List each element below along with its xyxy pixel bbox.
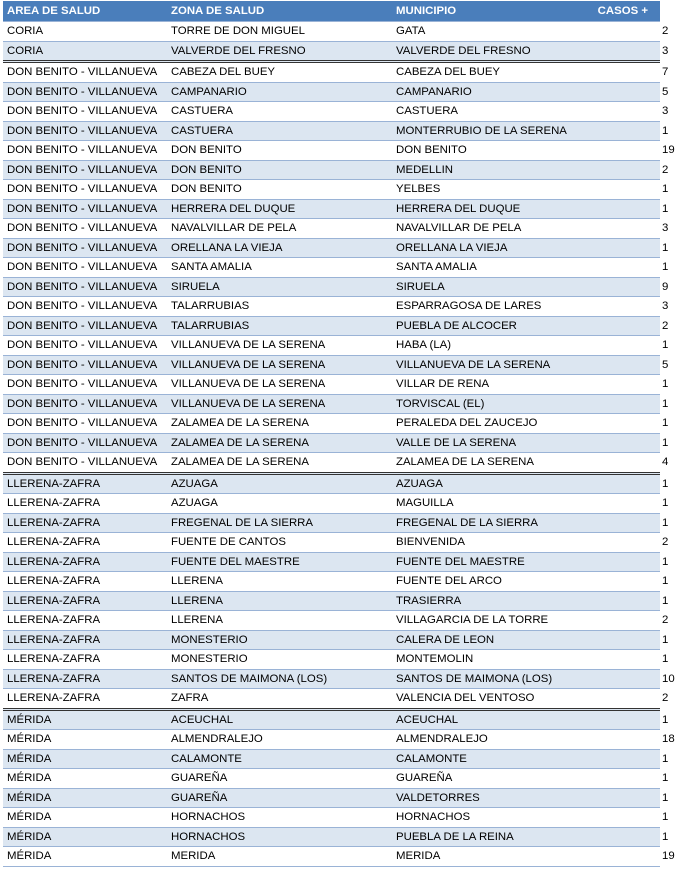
cell-zona: AZUAGA: [167, 473, 392, 494]
cell-zona: TALARRUBIAS: [167, 297, 392, 317]
table-row: [3, 199, 660, 219]
table-row: [3, 591, 660, 611]
table-row: [3, 41, 660, 62]
table-row: [3, 689, 660, 710]
table-row: [3, 297, 660, 317]
cell-area: MÉRIDA: [3, 808, 167, 828]
cell-zona: CASTUERA: [167, 121, 392, 141]
cell-area: CORIA: [3, 41, 167, 62]
cell-casos: 1: [582, 414, 660, 434]
header-area: AREA DE SALUD: [3, 1, 167, 22]
cell-municipio: VALDETORRES: [392, 788, 582, 808]
cell-area: DON BENITO - VILLANUEVA: [3, 160, 167, 180]
cell-casos: 19: [582, 847, 660, 867]
cell-zona: LLERENA: [167, 572, 392, 592]
cell-area: MÉRIDA: [3, 847, 167, 867]
cell-casos: 1: [582, 650, 660, 670]
cell-municipio: HORNACHOS: [392, 808, 582, 828]
table-row: [3, 219, 660, 239]
cell-municipio: ESPARRAGOSA DE LARES: [392, 297, 582, 317]
cell-municipio: PUEBLA DE ALCOCER: [392, 316, 582, 336]
table-row: [3, 82, 660, 102]
cell-zona: FUENTE DE CANTOS: [167, 533, 392, 553]
cell-casos: 2: [582, 689, 660, 710]
cell-casos: 1: [582, 808, 660, 828]
cell-casos: 2: [582, 611, 660, 631]
table-row: [3, 847, 660, 867]
cell-area: MÉRIDA: [3, 749, 167, 769]
cell-zona: VILLANUEVA DE LA SERENA: [167, 394, 392, 414]
table-row: [3, 160, 660, 180]
table-row: [3, 62, 660, 83]
cell-casos: 10: [582, 669, 660, 689]
cell-area: DON BENITO - VILLANUEVA: [3, 62, 167, 83]
cell-municipio: CALERA DE LEON: [392, 630, 582, 650]
cell-area: LLERENA-ZAFRA: [3, 650, 167, 670]
cell-area: DON BENITO - VILLANUEVA: [3, 336, 167, 356]
table-row: [3, 238, 660, 258]
cell-casos: 1: [582, 258, 660, 278]
table-row: [3, 336, 660, 356]
cell-zona: VILLANUEVA DE LA SERENA: [167, 355, 392, 375]
table-row: [3, 827, 660, 847]
cell-casos: 1: [582, 630, 660, 650]
cell-municipio: VILLANUEVA DE LA SERENA: [392, 355, 582, 375]
table-row: [3, 513, 660, 533]
cell-casos: 1: [582, 827, 660, 847]
table-row: [3, 533, 660, 553]
cell-municipio: ORELLANA LA VIEJA: [392, 238, 582, 258]
cell-zona: LLERENA: [167, 591, 392, 611]
cell-area: LLERENA-ZAFRA: [3, 689, 167, 710]
cell-area: LLERENA-ZAFRA: [3, 611, 167, 631]
cell-zona: FREGENAL DE LA SIERRA: [167, 513, 392, 533]
table-row: [3, 611, 660, 631]
cell-municipio: VALVERDE DEL FRESNO: [392, 41, 582, 62]
cell-zona: AZUAGA: [167, 494, 392, 514]
cell-municipio: PUEBLA DE LA REINA: [392, 827, 582, 847]
cell-casos: 1: [582, 513, 660, 533]
cell-casos: 3: [582, 41, 660, 62]
cell-municipio: CABEZA DEL BUEY: [392, 62, 582, 83]
cell-zona: MERIDA: [167, 847, 392, 867]
cell-zona: MONESTERIO: [167, 630, 392, 650]
cell-casos: 19: [582, 141, 660, 161]
cell-zona: DON BENITO: [167, 141, 392, 161]
cell-zona: HORNACHOS: [167, 827, 392, 847]
cell-municipio: YELBES: [392, 180, 582, 200]
table-row: [3, 453, 660, 474]
cell-casos: 7: [582, 62, 660, 83]
cell-casos: 9: [582, 277, 660, 297]
cell-municipio: TRASIERRA: [392, 591, 582, 611]
cell-municipio: DON BENITO: [392, 141, 582, 161]
table-row: [3, 277, 660, 297]
table-row: [3, 394, 660, 414]
cell-casos: 1: [582, 375, 660, 395]
cell-casos: 1: [582, 788, 660, 808]
cell-area: LLERENA-ZAFRA: [3, 513, 167, 533]
cell-municipio: HABA (LA): [392, 336, 582, 356]
cell-casos: 1: [582, 749, 660, 769]
table-row: [3, 121, 660, 141]
cell-area: MÉRIDA: [3, 788, 167, 808]
cell-zona: HERRERA DEL DUQUE: [167, 199, 392, 219]
cell-municipio: CASTUERA: [392, 102, 582, 122]
cell-municipio: TORVISCAL (EL): [392, 394, 582, 414]
cell-zona: ZAFRA: [167, 689, 392, 710]
table-row: [3, 316, 660, 336]
table-row: [3, 494, 660, 514]
cell-casos: 3: [582, 297, 660, 317]
cell-area: DON BENITO - VILLANUEVA: [3, 180, 167, 200]
cell-casos: 2: [582, 22, 660, 42]
cell-area: DON BENITO - VILLANUEVA: [3, 82, 167, 102]
cell-zona: CALAMONTE: [167, 749, 392, 769]
cell-area: DON BENITO - VILLANUEVA: [3, 199, 167, 219]
table-row: [3, 669, 660, 689]
cell-municipio: AZUAGA: [392, 473, 582, 494]
cell-zona: CASTUERA: [167, 102, 392, 122]
cell-area: MÉRIDA: [3, 769, 167, 789]
cell-area: DON BENITO - VILLANUEVA: [3, 121, 167, 141]
cell-casos: 1: [582, 709, 660, 730]
cell-area: LLERENA-ZAFRA: [3, 473, 167, 494]
cell-casos: 1: [582, 433, 660, 453]
cell-municipio: SIRUELA: [392, 277, 582, 297]
table-row: [3, 630, 660, 650]
header-casos: CASOS +: [582, 1, 660, 22]
table-row: [3, 102, 660, 122]
cell-area: LLERENA-ZAFRA: [3, 591, 167, 611]
cell-area: DON BENITO - VILLANUEVA: [3, 414, 167, 434]
cell-zona: CABEZA DEL BUEY: [167, 62, 392, 83]
table-row: [3, 730, 660, 750]
cell-municipio: ALMENDRALEJO: [392, 730, 582, 750]
cell-casos: 18: [582, 730, 660, 750]
cell-area: DON BENITO - VILLANUEVA: [3, 297, 167, 317]
cell-municipio: VALLE DE LA SERENA: [392, 433, 582, 453]
cell-municipio: SANTOS DE MAIMONA (LOS): [392, 669, 582, 689]
table-row: [3, 709, 660, 730]
cell-zona: DON BENITO: [167, 180, 392, 200]
table-body: [3, 22, 675, 867]
cell-municipio: MONTEMOLIN: [392, 650, 582, 670]
cell-area: DON BENITO - VILLANUEVA: [3, 141, 167, 161]
cell-zona: GUAREÑA: [167, 788, 392, 808]
table-row: [3, 433, 660, 453]
cell-municipio: VALENCIA DEL VENTOSO: [392, 689, 582, 710]
cell-area: DON BENITO - VILLANUEVA: [3, 102, 167, 122]
cell-zona: NAVALVILLAR DE PELA: [167, 219, 392, 239]
cell-municipio: VILLAR DE RENA: [392, 375, 582, 395]
cell-municipio: MONTERRUBIO DE LA SERENA: [392, 121, 582, 141]
cell-zona: MONESTERIO: [167, 650, 392, 670]
cell-zona: ALMENDRALEJO: [167, 730, 392, 750]
cell-municipio: FUENTE DEL MAESTRE: [392, 552, 582, 572]
cell-casos: 2: [582, 533, 660, 553]
cell-municipio: HERRERA DEL DUQUE: [392, 199, 582, 219]
cell-municipio: FREGENAL DE LA SIERRA: [392, 513, 582, 533]
cell-area: DON BENITO - VILLANUEVA: [3, 316, 167, 336]
table-row: [3, 552, 660, 572]
cell-area: DON BENITO - VILLANUEVA: [3, 258, 167, 278]
cell-zona: ZALAMEA DE LA SERENA: [167, 453, 392, 474]
cell-municipio: GUAREÑA: [392, 769, 582, 789]
cell-zona: VALVERDE DEL FRESNO: [167, 41, 392, 62]
table-row: [3, 749, 660, 769]
cell-casos: 2: [582, 160, 660, 180]
cell-casos: 2: [582, 316, 660, 336]
cell-area: DON BENITO - VILLANUEVA: [3, 238, 167, 258]
cell-zona: SIRUELA: [167, 277, 392, 297]
table-row: [3, 375, 660, 395]
cell-municipio: MEDELLIN: [392, 160, 582, 180]
cell-zona: CAMPANARIO: [167, 82, 392, 102]
cell-area: DON BENITO - VILLANUEVA: [3, 375, 167, 395]
cell-zona: ACEUCHAL: [167, 709, 392, 730]
cell-area: LLERENA-ZAFRA: [3, 552, 167, 572]
table-row: [3, 650, 660, 670]
table-row: [3, 473, 660, 494]
cell-municipio: ACEUCHAL: [392, 709, 582, 730]
cell-area: DON BENITO - VILLANUEVA: [3, 394, 167, 414]
table-row: [3, 22, 660, 42]
cell-zona: HORNACHOS: [167, 808, 392, 828]
cell-area: DON BENITO - VILLANUEVA: [3, 355, 167, 375]
cell-casos: 1: [582, 336, 660, 356]
cell-area: LLERENA-ZAFRA: [3, 572, 167, 592]
table-row: [3, 769, 660, 789]
table-header-row: [3, 1, 660, 22]
cell-casos: 1: [582, 552, 660, 572]
table-row: [3, 258, 660, 278]
cell-casos: 4: [582, 453, 660, 474]
cell-casos: 1: [582, 494, 660, 514]
cases-table-container: [3, 1, 675, 867]
cell-zona: GUAREÑA: [167, 769, 392, 789]
cell-area: DON BENITO - VILLANUEVA: [3, 277, 167, 297]
cell-municipio: NAVALVILLAR DE PELA: [392, 219, 582, 239]
cell-area: LLERENA-ZAFRA: [3, 494, 167, 514]
header-zona: ZONA DE SALUD: [167, 1, 392, 22]
cell-area: LLERENA-ZAFRA: [3, 669, 167, 689]
cell-zona: LLERENA: [167, 611, 392, 631]
cell-area: MÉRIDA: [3, 827, 167, 847]
cell-municipio: PERALEDA DEL ZAUCEJO: [392, 414, 582, 434]
cell-area: DON BENITO - VILLANUEVA: [3, 453, 167, 474]
cell-casos: 1: [582, 591, 660, 611]
cell-area: MÉRIDA: [3, 730, 167, 750]
cell-zona: ZALAMEA DE LA SERENA: [167, 414, 392, 434]
cell-zona: TALARRUBIAS: [167, 316, 392, 336]
cell-casos: 1: [582, 769, 660, 789]
cell-area: CORIA: [3, 22, 167, 42]
cell-municipio: FUENTE DEL ARCO: [392, 572, 582, 592]
cell-zona: SANTOS DE MAIMONA (LOS): [167, 669, 392, 689]
cell-zona: ZALAMEA DE LA SERENA: [167, 433, 392, 453]
cell-area: DON BENITO - VILLANUEVA: [3, 219, 167, 239]
table-row: [3, 414, 660, 434]
cell-casos: 1: [582, 572, 660, 592]
cell-casos: 1: [582, 180, 660, 200]
cell-municipio: ZALAMEA DE LA SERENA: [392, 453, 582, 474]
cases-table: [3, 1, 675, 867]
cell-municipio: VILLAGARCIA DE LA TORRE: [392, 611, 582, 631]
cell-zona: VILLANUEVA DE LA SERENA: [167, 336, 392, 356]
table-row: [3, 572, 660, 592]
cell-municipio: MERIDA: [392, 847, 582, 867]
cell-area: LLERENA-ZAFRA: [3, 533, 167, 553]
cell-casos: 1: [582, 121, 660, 141]
table-row: [3, 355, 660, 375]
cell-municipio: SANTA AMALIA: [392, 258, 582, 278]
cell-zona: FUENTE DEL MAESTRE: [167, 552, 392, 572]
cell-casos: 5: [582, 82, 660, 102]
cell-casos: 3: [582, 219, 660, 239]
cell-zona: ORELLANA LA VIEJA: [167, 238, 392, 258]
table-row: [3, 808, 660, 828]
cell-zona: SANTA AMALIA: [167, 258, 392, 278]
cell-casos: 3: [582, 102, 660, 122]
table-row: [3, 141, 660, 161]
cell-municipio: CAMPANARIO: [392, 82, 582, 102]
table-row: [3, 788, 660, 808]
cell-area: MÉRIDA: [3, 709, 167, 730]
header-municipio: MUNICIPIO: [392, 1, 582, 22]
cell-casos: 1: [582, 238, 660, 258]
cell-casos: 1: [582, 199, 660, 219]
cell-zona: VILLANUEVA DE LA SERENA: [167, 375, 392, 395]
cell-municipio: BIENVENIDA: [392, 533, 582, 553]
cell-municipio: CALAMONTE: [392, 749, 582, 769]
cell-area: LLERENA-ZAFRA: [3, 630, 167, 650]
cell-municipio: GATA: [392, 22, 582, 42]
cell-zona: DON BENITO: [167, 160, 392, 180]
cell-casos: 1: [582, 473, 660, 494]
cell-zona: TORRE DE DON MIGUEL: [167, 22, 392, 42]
cell-area: DON BENITO - VILLANUEVA: [3, 433, 167, 453]
cell-casos: 1: [582, 394, 660, 414]
cell-casos: 5: [582, 355, 660, 375]
cell-municipio: MAGUILLA: [392, 494, 582, 514]
table-row: [3, 180, 660, 200]
